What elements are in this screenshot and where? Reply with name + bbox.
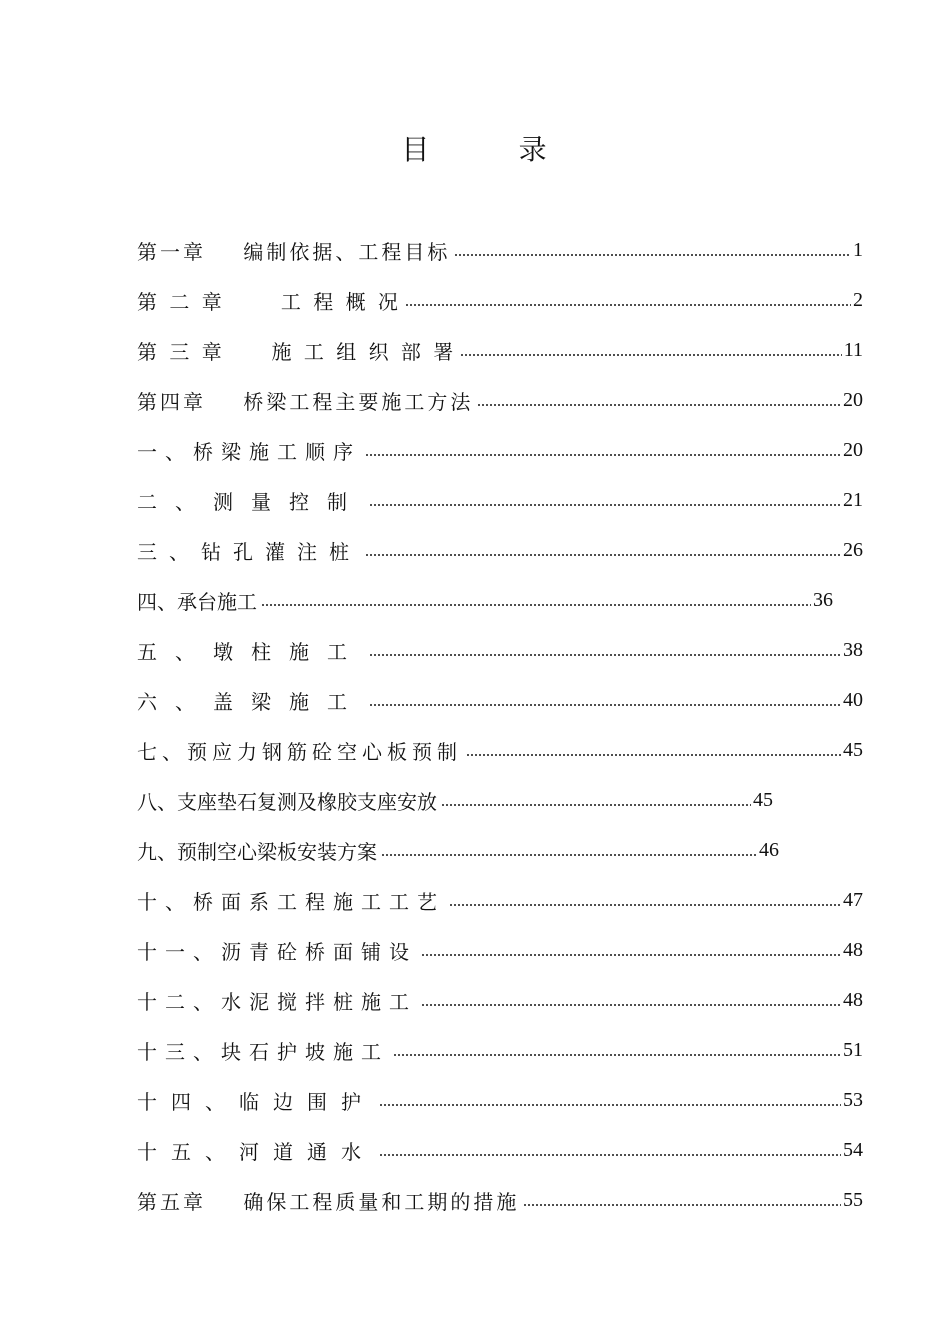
toc-entry-page: 20 (843, 438, 863, 461)
dot-leader (460, 354, 841, 356)
toc-entry-page: 46 (759, 838, 779, 861)
toc-entry-label: 十五、河道通水 (137, 1139, 375, 1164)
toc-entry[interactable] (137, 625, 863, 675)
dot-leader (261, 604, 811, 606)
page-title: 目 录 (401, 133, 549, 166)
dot-leader (393, 1054, 841, 1056)
toc-entry-label: 第四章 桥梁工程主要施工方法 (137, 389, 474, 414)
dot-leader (369, 654, 841, 656)
table-of-contents (137, 225, 863, 1225)
toc-entry-page: 48 (843, 938, 863, 961)
toc-entry-label: 十、桥面系工程施工工艺 (137, 889, 445, 914)
toc-entry-label: 第一章 编制依据、工程目标 (137, 239, 451, 264)
dot-leader (421, 954, 841, 956)
toc-entry[interactable] (137, 275, 863, 325)
toc-entry[interactable] (137, 1125, 863, 1175)
dot-leader (449, 904, 841, 906)
toc-entry-page: 51 (843, 1038, 863, 1061)
toc-entry-label: 第 三 章 施 工 组 织 部 署 (137, 339, 457, 364)
toc-entry[interactable] (137, 575, 863, 625)
dot-leader (379, 1154, 841, 1156)
toc-entry-label: 十四、临边围护 (137, 1089, 375, 1114)
toc-entry-page: 2 (853, 288, 863, 311)
toc-entry-label: 第五章 确保工程质量和工期的措施 (137, 1189, 520, 1214)
toc-entry[interactable] (137, 375, 863, 425)
toc-entry-label: 六、盖梁施工 (137, 689, 365, 714)
toc-entry-page: 45 (843, 738, 863, 761)
toc-entry-label: 九、预制空心梁板安装方案 (137, 839, 377, 864)
toc-entry-label: 三、钻孔灌注桩 (137, 539, 361, 564)
dot-leader (365, 554, 841, 556)
toc-entry-label: 第 二 章 工 程 概 况 (137, 289, 401, 314)
toc-entry[interactable] (137, 675, 863, 725)
toc-entry-label: 八、支座垫石复测及橡胶支座安放 (137, 789, 437, 814)
toc-entry-label: 一、桥梁施工顺序 (137, 439, 361, 464)
toc-entry-label: 二、测量控制 (137, 489, 365, 514)
toc-entry[interactable] (137, 475, 863, 525)
toc-entry[interactable] (137, 1075, 863, 1125)
toc-entry-page: 45 (753, 788, 773, 811)
toc-entry[interactable] (137, 725, 863, 775)
toc-entry-page: 38 (843, 638, 863, 661)
toc-entry[interactable] (137, 975, 863, 1025)
toc-entry-page: 36 (813, 588, 833, 611)
toc-entry-page: 48 (843, 988, 863, 1011)
toc-entry-page: 55 (843, 1188, 863, 1211)
toc-entry[interactable] (137, 925, 863, 975)
toc-entry[interactable] (137, 425, 863, 475)
dot-leader (454, 254, 851, 256)
toc-entry[interactable] (137, 1175, 863, 1225)
toc-entry-page: 26 (843, 538, 863, 561)
toc-entry-label: 十三、块石护坡施工 (137, 1039, 389, 1064)
toc-entry-page: 47 (843, 888, 863, 911)
dot-leader (365, 454, 841, 456)
toc-entry-page: 20 (843, 388, 863, 411)
dot-leader (381, 854, 757, 856)
dot-leader (405, 304, 851, 306)
toc-entry[interactable] (137, 825, 863, 875)
toc-entry[interactable] (137, 775, 863, 825)
toc-entry-page: 11 (843, 338, 863, 361)
toc-entry-page: 21 (843, 488, 863, 511)
toc-entry-page: 54 (843, 1138, 863, 1161)
toc-entry[interactable] (137, 1025, 863, 1075)
dot-leader (477, 404, 841, 406)
toc-entry[interactable] (137, 525, 863, 575)
toc-entry-page: 53 (843, 1088, 863, 1111)
dot-leader (421, 1004, 841, 1006)
toc-entry[interactable] (137, 225, 863, 275)
toc-entry-page: 40 (843, 688, 863, 711)
dot-leader (466, 754, 841, 756)
toc-entry-label: 十一、沥青砼桥面铺设 (137, 939, 417, 964)
dot-leader (379, 1104, 841, 1106)
toc-entry-label: 五、墩柱施工 (137, 639, 365, 664)
toc-entry-label: 七、预应力钢筋砼空心板预制 (137, 739, 462, 764)
dot-leader (369, 704, 841, 706)
toc-entry[interactable] (137, 325, 863, 375)
toc-entry-label: 十二、水泥搅拌桩施工 (137, 989, 417, 1014)
toc-entry-page: 1 (853, 238, 863, 261)
dot-leader (523, 1204, 841, 1206)
toc-entry[interactable] (137, 875, 863, 925)
toc-entry-label: 四、承台施工 (137, 589, 257, 614)
dot-leader (369, 504, 841, 506)
dot-leader (441, 804, 751, 806)
